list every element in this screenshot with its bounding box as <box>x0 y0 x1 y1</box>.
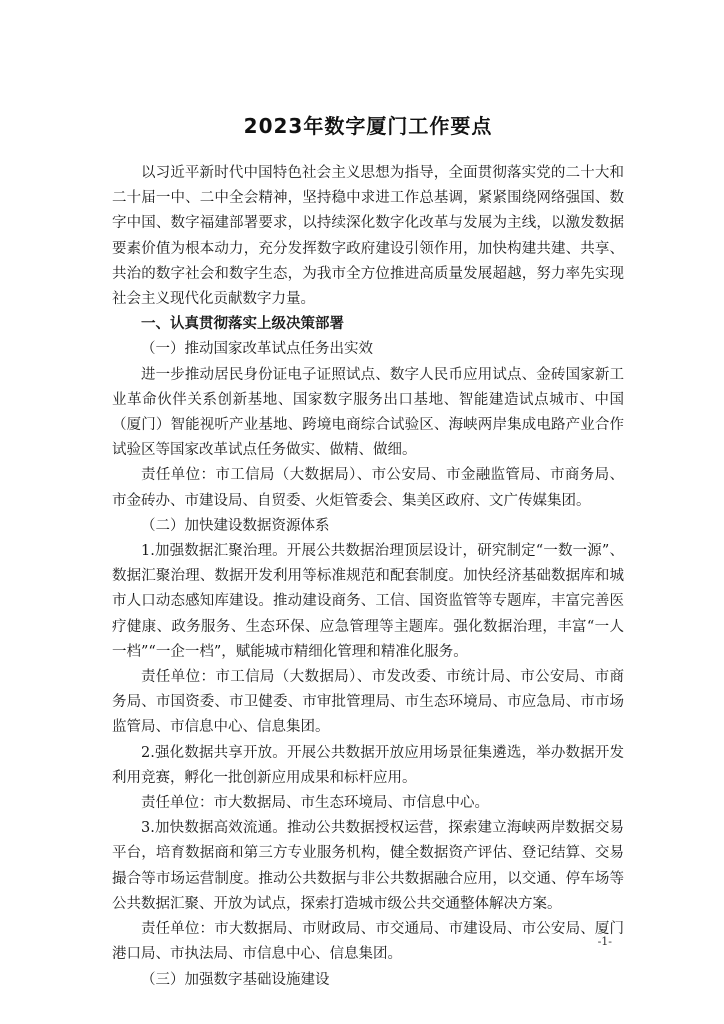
paragraph: 责任单位：市工信局（大数据局）、市发改委、市统计局、市公安局、市商务局、市国资委、市卫健委、市审批管理局、市生态环境局、市应急局、市市场监管局、市信息中心、信息集团。 <box>112 669 624 736</box>
page-number: -1- <box>597 935 612 948</box>
paragraph: 进一步推动居民身份证电子证照试点、数字人民币应用试点、金砖国家新工业革命伙伴关系创新基地、国家数字服务出口基地、智能建造试点城市、中国（厦门）智能视听产业基地、跨境电商综合试验区、海峡两岸集成电路产业合作试验区等国家改革试点任务做实、做精、做细。 <box>112 366 624 459</box>
paragraph: 1.加强数据汇聚治理。开展公共数据治理顶层设计，研究制定“一数一源”、数据汇聚治理、数据开发利用等标准规范和配套制度。加快经济基础数据库和城市人口动态感知库建设。推动建设商务、工信、国资监管等专题库，丰富完善医疗健康、政务服务、生态环保、应急管理等主题库。强化数据治理，丰富“一人一档”“一企一档”，赋能城市精细化管理和精准化服务。 <box>112 543 624 660</box>
document-body <box>112 161 624 993</box>
subsection-heading: （一）推动国家改革试点任务出实效 <box>141 341 373 358</box>
document-title: 2023年数字厦门工作要点 <box>243 114 493 138</box>
paragraph: 2.强化数据共享开放。开展公共数据开放应用场景征集遴选，举办数据开发利用竞赛，孵化一批创新应用成果和标杆应用。 <box>112 744 624 786</box>
subsection-heading: （三）加强数字基础设施建设 <box>141 971 330 988</box>
section-heading: 一、认真贯彻落实上级决策部署 <box>141 316 344 333</box>
paragraph: 3.加快数据高效流通。推动公共数据授权运营，探索建立海峡两岸数据交易平台，培育数据商和第三方专业服务机构，健全数据资产评估、登记结算、交易撮合等市场运营制度。推动公共数据与非公共数据融合应用，以交通、停车场等公共数据汇聚、开放为试点，探索打造城市级公共交通整体解决方案。 <box>112 820 624 912</box>
paragraph: 以习近平新时代中国特色社会主义思想为指导，全面贯彻落实党的二十大和二十届一中、二中全会精神，坚持稳中求进工作总基调，紧紧围绕网络强国、数字中国、数字福建部署要求，以持续深化数字化改革与发展为主线，以激发数据要素价值为根本动力，充分发挥数字政府建设引领作用，加快构建共建、共享、共治的数字社会和数字生态，为我市全方位推进高质量发展超越，努力率先实现社会主义现代化贡献数字力量。 <box>112 165 624 308</box>
subsection-heading: （二）加快建设数据资源体系 <box>141 517 330 534</box>
paragraph: 责任单位：市工信局（大数据局）、市公安局、市金融监管局、市商务局、市金砖办、市建设局、自贸委、火炬管委会、集美区政府、文广传媒集团。 <box>112 467 624 509</box>
document-page <box>112 110 624 993</box>
paragraph: 责任单位：市大数据局、市生态环境局、市信息中心。 <box>141 795 489 812</box>
paragraph: 责任单位：市大数据局、市财政局、市交通局、市建设局、市公安局、厦门港口局、市执法局、市信息中心、信息集团。 <box>112 921 624 963</box>
